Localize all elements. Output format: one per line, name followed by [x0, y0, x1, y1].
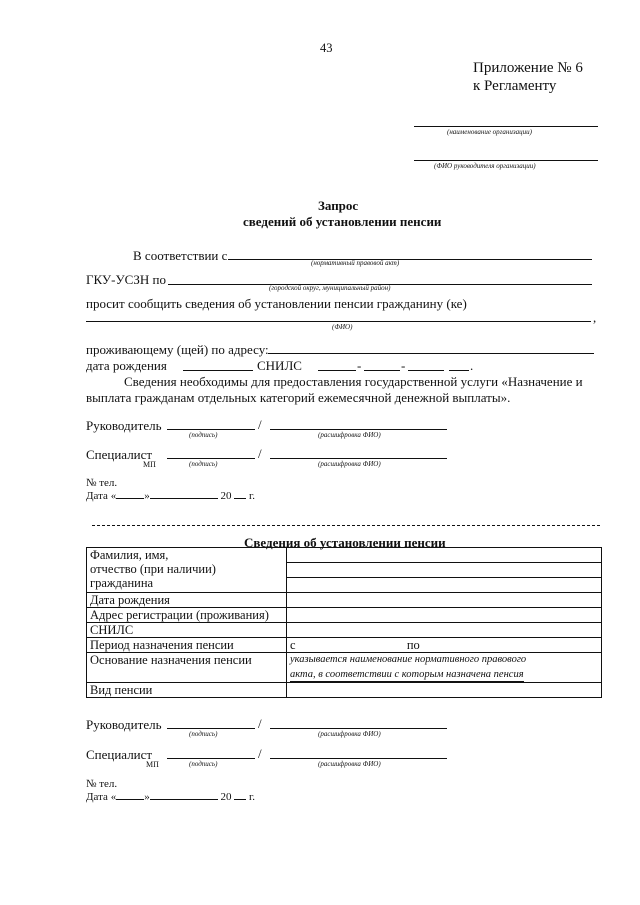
org-name-line [414, 126, 598, 127]
doc-title: Запрос [318, 198, 359, 213]
address-label: проживающему (щей) по адресу: [86, 342, 269, 357]
fio-comma: , [593, 310, 597, 325]
table-row [87, 623, 602, 638]
month-line-2 [150, 799, 218, 800]
day-line [116, 498, 144, 499]
snils-part2 [364, 370, 400, 371]
name-label-3: гражданина [90, 576, 154, 590]
year-suffix-2: г. [248, 791, 255, 803]
head-decode-caption-2: (расшифровка ФИО) [318, 730, 381, 738]
name-line-3 [287, 578, 601, 592]
date-close-2: » [144, 791, 150, 803]
phone-label-2: № тел. [86, 778, 118, 790]
head-decode-line [270, 429, 447, 430]
date-open: « [110, 490, 117, 502]
head-slash-2: / [258, 716, 262, 731]
basis-note-2: акта, в соответствии с которым назначена пенсия [290, 669, 524, 680]
name-label-2: отчество (при наличии) [90, 562, 216, 576]
year-prefix: 20 [220, 490, 232, 502]
basis-label-cell: Основание назначения пенсии [87, 653, 287, 683]
spec-decode-line [270, 458, 447, 459]
snils-label: СНИЛС [257, 358, 302, 373]
birth-value-cell [287, 593, 602, 608]
mp-label-2: МП [146, 760, 159, 769]
birth-date-line [183, 370, 253, 371]
snils-check [449, 370, 469, 371]
kind-label-cell: Вид пенсии [87, 683, 287, 698]
spec-sign-caption-2: (подпись) [189, 760, 218, 768]
fio-line [86, 321, 591, 322]
head-slash: / [258, 417, 262, 432]
head-name-line [414, 160, 598, 161]
head-label-2: Руководитель [86, 717, 162, 732]
snils-value-cell [287, 623, 602, 638]
snils-part3 [408, 370, 444, 371]
basis-value-cell [287, 653, 602, 683]
birth-label-cell: Дата рождения [87, 593, 287, 608]
name-line-2 [287, 563, 601, 578]
name-label-cell [87, 548, 287, 593]
address-label-cell: Адрес регистрации (проживания) [87, 608, 287, 623]
spec-decode-caption: (расшифровка ФИО) [318, 460, 381, 468]
table-row [87, 653, 602, 683]
year-line-2 [234, 799, 246, 800]
snils-label-cell: СНИЛС [87, 623, 287, 638]
head-label: Руководитель [86, 418, 162, 433]
spec-sign-line-2 [167, 758, 255, 759]
accordance-label: В соответствии с [133, 248, 228, 263]
purpose-line2: выплата гражданам отдельных категорий ежемесячной денежной выплаты». [86, 390, 511, 405]
period-to: по [406, 638, 420, 652]
org-name-caption: (наименование организации) [447, 128, 532, 136]
spec-decode-caption-2: (расшифровка ФИО) [318, 760, 381, 768]
kind-value-cell [287, 683, 602, 698]
mp-label: МП [143, 460, 156, 469]
date-close: » [144, 490, 150, 502]
head-sign-caption-2: (подпись) [189, 730, 218, 738]
spec-slash: / [258, 446, 262, 461]
snils-period: . [470, 358, 474, 373]
appendix-title: Приложение № 6 [473, 60, 583, 76]
year-line [234, 498, 246, 499]
head-sign-caption: (подпись) [189, 431, 218, 439]
request-text: просит сообщить сведения об установлении пенсии гражданину (ке) [86, 296, 467, 311]
name-line-1 [287, 548, 601, 563]
specialist-label: Специалист [86, 447, 153, 462]
period-label-cell: Период назначения пенсии [87, 638, 287, 653]
name-value-cell [287, 548, 602, 593]
head-name-caption: (ФИО руководителя организации) [434, 162, 536, 170]
table-row [87, 683, 602, 698]
spec-sign-caption: (подпись) [189, 460, 218, 468]
date-open-2: « [110, 791, 117, 803]
month-line [150, 498, 218, 499]
birth-date-label: дата рождения [86, 358, 167, 373]
address-line [268, 353, 594, 354]
table-row [87, 638, 602, 653]
snils-sep2: - [401, 358, 406, 373]
snils-part1 [318, 370, 356, 371]
agency-label: ГКУ-УСЗН по [86, 272, 166, 287]
specialist-label-2: Специалист [86, 747, 153, 762]
table-row [87, 608, 602, 623]
head-decode-line-2 [270, 728, 447, 729]
snils-sep1: - [357, 358, 362, 373]
name-label-1: Фамилия, имя, [90, 548, 169, 562]
head-sign-line [167, 429, 255, 430]
normative-act-caption: (нормативный правовой акт) [311, 259, 400, 267]
day-line-2 [116, 799, 144, 800]
pension-info-table [86, 547, 602, 698]
phone-label: № тел. [86, 477, 118, 489]
cut-line [92, 525, 600, 526]
year-suffix: г. [248, 490, 255, 502]
address-value-cell [287, 608, 602, 623]
spec-sign-line [167, 458, 255, 459]
purpose-line1: Сведения необходимы для предоставления государственной услуги «Назначение и [124, 374, 583, 389]
spec-decode-line-2 [270, 758, 447, 759]
table-row [87, 593, 602, 608]
period-from: с [290, 638, 296, 652]
head-sign-line-2 [167, 728, 255, 729]
doc-subtitle: сведений об установлении пенсии [243, 214, 442, 229]
year-prefix-2: 20 [220, 791, 232, 803]
date-label: Дата [86, 490, 108, 502]
period-value-cell [287, 638, 602, 653]
date-row-2 [86, 791, 255, 803]
date-label-2: Дата [86, 791, 108, 803]
appendix-subtitle: к Регламенту [473, 78, 557, 94]
spec-slash-2: / [258, 746, 262, 761]
head-decode-caption: (расшифровка ФИО) [318, 431, 381, 439]
normative-act-line [228, 259, 592, 260]
basis-note-1: указывается наименование нормативного правового [290, 654, 527, 665]
district-caption: (городской округ, муниципальный район) [269, 284, 391, 292]
fio-caption: (ФИО) [332, 323, 353, 331]
table-row [87, 548, 602, 593]
date-row [86, 490, 255, 502]
page-number: 43 [320, 41, 333, 55]
section-title: Сведения об установлении пенсии [244, 535, 446, 550]
